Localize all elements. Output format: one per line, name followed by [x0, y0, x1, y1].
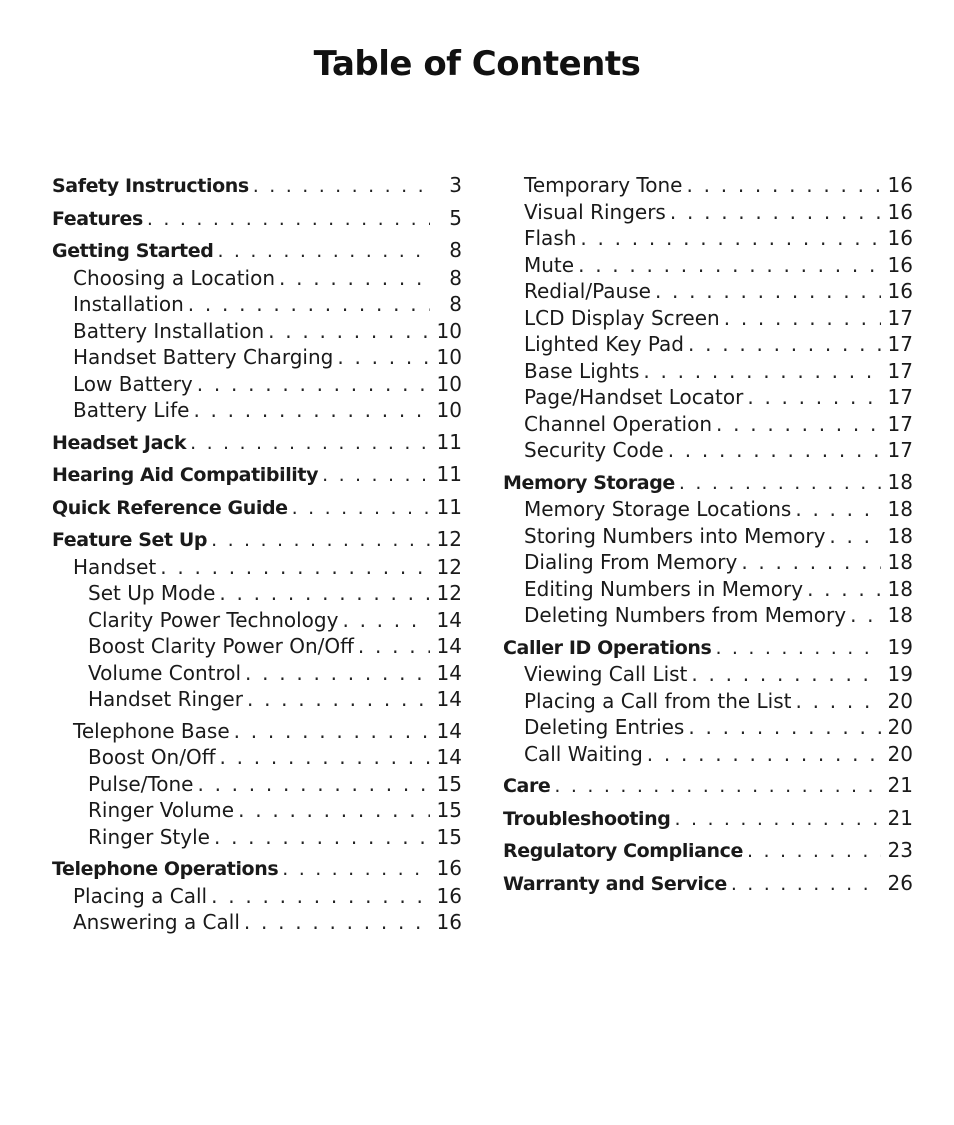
- toc-subsection-entry[interactable]: [52, 744, 462, 771]
- toc-leader-dots: [197, 371, 430, 398]
- toc-leader-dots: [829, 523, 881, 550]
- toc-leader-dots: [247, 686, 430, 713]
- toc-leader-dots: [211, 527, 430, 554]
- toc-leader-dots: [238, 797, 430, 824]
- toc-entry-title: Handset Ringer: [88, 687, 243, 711]
- toc-leader-dots: [554, 773, 881, 800]
- toc-entry-title: Pulse/Tone: [88, 771, 194, 796]
- toc-subsection-entry[interactable]: [503, 549, 913, 576]
- toc-leader-dots: [282, 856, 430, 883]
- toc-page-number: 5: [449, 205, 462, 230]
- toc-page-number: 18: [887, 497, 913, 521]
- toc-page-number: 14: [436, 607, 462, 632]
- toc-entry-title: Safety Instructions: [52, 175, 249, 197]
- toc-page-number: 19: [887, 634, 913, 659]
- toc-entry-title: Hearing Aid Compatibility: [52, 464, 319, 486]
- toc-leader-dots: [253, 173, 430, 200]
- toc-page-number: 18: [887, 469, 913, 494]
- toc-subsection-entry[interactable]: [52, 883, 462, 910]
- toc-subsection-entry[interactable]: [503, 252, 913, 279]
- toc-entry-title: Getting Started: [52, 240, 214, 262]
- toc-leader-dots: [197, 771, 430, 798]
- toc-subsection-entry[interactable]: [52, 371, 462, 398]
- toc-page-number: 11: [436, 494, 462, 519]
- toc-entry-title: Flash: [524, 226, 577, 250]
- toc-section-entry[interactable]: [52, 494, 462, 522]
- toc-entry-title: Troubleshooting: [503, 807, 671, 830]
- toc-subsection-entry[interactable]: [503, 384, 913, 411]
- toc-page-number: 16: [436, 910, 462, 934]
- toc-leader-dots: [675, 806, 882, 833]
- toc-entry-title: Clarity Power Technology: [88, 607, 339, 632]
- toc-subsection-entry[interactable]: [52, 265, 462, 292]
- toc-page-number: 8: [449, 292, 462, 316]
- toc-page-number: 20: [887, 741, 913, 766]
- toc-leader-dots: [578, 252, 881, 279]
- toc-entry-title: Features: [52, 207, 143, 230]
- toc-entry-title: Placing a Call from the List: [524, 688, 792, 713]
- toc-section-entry[interactable]: [503, 805, 913, 833]
- toc-page-number: 14: [436, 660, 462, 685]
- toc-section-entry[interactable]: [503, 870, 913, 898]
- toc-entry-title: Boost Clarity Power On/Off: [88, 634, 354, 658]
- toc-page-number: 16: [887, 279, 913, 303]
- toc-page-number: 23: [887, 838, 913, 862]
- toc-entry-title: Base Lights: [524, 358, 640, 383]
- toc-leader-dots: [279, 265, 430, 292]
- toc-leader-dots: [358, 633, 430, 660]
- toc-page-number: 19: [887, 662, 913, 686]
- toc-entry-title: Dialing From Memory: [524, 550, 738, 574]
- toc-leader-dots: [214, 824, 430, 851]
- toc-entry-title: Telephone Operations: [52, 858, 279, 880]
- toc-entry-title: Call Waiting: [524, 741, 643, 766]
- toc-page-number: 21: [887, 773, 913, 797]
- toc-entry-title: Warranty and Service: [503, 872, 727, 895]
- toc-entry-title: Handset Battery Charging: [73, 345, 334, 369]
- toc-subsection-entry[interactable]: [52, 580, 462, 607]
- toc-subsection-entry[interactable]: [52, 633, 462, 660]
- toc-leader-dots: [193, 397, 430, 424]
- toc-page-number: 11: [436, 429, 462, 454]
- toc-page-number: 18: [887, 603, 913, 627]
- toc-entry-title: Regulatory Compliance: [503, 840, 744, 862]
- toc-leader-dots: [580, 225, 881, 252]
- toc-subsection-entry[interactable]: [52, 397, 462, 424]
- toc-section-entry[interactable]: [52, 205, 462, 233]
- toc-subsection-entry[interactable]: [503, 278, 913, 305]
- toc-leader-dots: [655, 278, 881, 305]
- toc-leader-dots: [679, 470, 881, 497]
- toc-entry-title: Page/Handset Locator: [524, 385, 744, 409]
- toc-leader-dots: [188, 291, 430, 318]
- toc-page-number: 14: [436, 745, 462, 769]
- toc-page-number: 16: [436, 883, 462, 908]
- toc-entry-title: Boost On/Off: [88, 745, 216, 769]
- toc-page-number: 17: [887, 305, 913, 330]
- toc-leader-dots: [220, 744, 431, 771]
- toc-section-entry[interactable]: [52, 429, 462, 457]
- toc-section-entry[interactable]: [503, 469, 913, 497]
- toc-page-number: 17: [887, 332, 913, 356]
- toc-page-number: 26: [887, 870, 913, 895]
- toc-leader-dots: [716, 411, 881, 438]
- toc-page-number: 3: [449, 173, 462, 197]
- toc-leader-dots: [686, 172, 881, 199]
- toc-leader-dots: [715, 635, 881, 662]
- toc-leader-dots: [147, 206, 430, 233]
- toc-leader-dots: [211, 883, 430, 910]
- toc-subsection-entry[interactable]: [503, 199, 913, 226]
- toc-entry-title: Deleting Numbers from Memory: [524, 603, 847, 627]
- toc-entry-title: Answering a Call: [73, 910, 240, 934]
- toc-subsection-entry[interactable]: [52, 824, 462, 851]
- toc-page-number: 15: [436, 824, 462, 849]
- toc-subsection-entry[interactable]: [503, 411, 913, 438]
- toc-page-number: 14: [436, 687, 462, 711]
- toc-page-number: 15: [436, 798, 462, 822]
- toc-subsection-entry[interactable]: [52, 607, 462, 634]
- toc-entry-title: Memory Storage: [503, 471, 675, 494]
- toc-page-number: 20: [887, 688, 913, 713]
- toc-leader-dots: [796, 688, 882, 715]
- toc-entry-title: Low Battery: [73, 371, 193, 396]
- toc-leader-dots: [724, 305, 881, 332]
- toc-leader-dots: [268, 318, 430, 345]
- toc-leader-dots: [647, 741, 881, 768]
- toc-entry-title: Quick Reference Guide: [52, 496, 288, 519]
- toc-entry-title: Security Code: [524, 438, 664, 462]
- toc-leader-dots: [245, 660, 430, 687]
- toc-leader-dots: [670, 199, 881, 226]
- toc-entry-title: LCD Display Screen: [524, 305, 720, 330]
- toc-page-number: 21: [887, 805, 913, 830]
- toc-leader-dots: [643, 358, 881, 385]
- toc-section-entry[interactable]: [503, 634, 913, 662]
- toc-entry-title: Care: [503, 775, 551, 797]
- toc-subsection-entry[interactable]: [503, 305, 913, 332]
- toc-page-number: 15: [436, 771, 462, 796]
- toc-entry-title: Feature Set Up: [52, 529, 208, 551]
- toc-subsection-entry[interactable]: [52, 797, 462, 824]
- toc-page-number: 17: [887, 385, 913, 409]
- toc-entry-title: Battery Life: [73, 398, 190, 422]
- toc-leader-dots: [850, 602, 881, 629]
- toc-page-number: 16: [436, 856, 462, 880]
- toc-page-number: 10: [436, 318, 462, 343]
- toc-entry-title: Storing Numbers into Memory: [524, 523, 826, 548]
- toc-subsection-entry[interactable]: [503, 688, 913, 715]
- toc-leader-dots: [731, 871, 881, 898]
- toc-entry-title: Lighted Key Pad: [524, 332, 684, 356]
- toc-leader-dots: [691, 661, 881, 688]
- toc-leader-dots: [342, 607, 430, 634]
- toc-page-number: 14: [436, 718, 462, 743]
- toc-entry-title: Redial/Pause: [524, 279, 651, 303]
- toc-entry-title: Temporary Tone: [524, 173, 683, 197]
- toc-section-entry[interactable]: [52, 855, 462, 883]
- toc-subsection-entry[interactable]: [52, 686, 462, 713]
- toc-subsection-entry[interactable]: [503, 358, 913, 385]
- toc-page-number: 16: [887, 226, 913, 250]
- toc-entry-title: Handset: [73, 554, 157, 579]
- toc-leader-dots: [217, 238, 430, 265]
- toc-page-number: 10: [436, 345, 462, 369]
- toc-entry-title: Set Up Mode: [88, 581, 216, 605]
- toc-entry-title: Visual Ringers: [524, 199, 666, 224]
- toc-leader-dots: [160, 554, 430, 581]
- toc-leader-dots: [688, 331, 881, 358]
- toc-page-number: 17: [887, 438, 913, 462]
- toc-subsection-entry[interactable]: [503, 331, 913, 358]
- toc-column-right: [503, 172, 913, 897]
- toc-page-number: 12: [436, 554, 462, 579]
- toc-subsection-entry[interactable]: [503, 602, 913, 629]
- toc-page-number: 12: [436, 527, 462, 551]
- toc-subsection-entry[interactable]: [52, 291, 462, 318]
- toc-page-number: 17: [887, 411, 913, 436]
- toc-page-number: 12: [436, 581, 462, 605]
- toc-page-number: 16: [887, 199, 913, 224]
- toc-leader-dots: [322, 462, 430, 489]
- toc-leader-dots: [688, 714, 881, 741]
- toc-entry-title: Battery Installation: [73, 318, 265, 343]
- toc-entry-title: Channel Operation: [524, 411, 712, 436]
- toc-entry-title: Caller ID Operations: [503, 636, 712, 659]
- toc-leader-dots: [807, 576, 881, 603]
- toc-column-left: [52, 172, 462, 936]
- toc-subsection-entry[interactable]: [52, 660, 462, 687]
- toc-page-number: 11: [436, 462, 462, 486]
- toc-leader-dots: [219, 580, 430, 607]
- toc-entry-title: Memory Storage Locations: [524, 497, 792, 521]
- toc-subsection-entry[interactable]: [52, 771, 462, 798]
- toc-entry-title: Headset Jack: [52, 431, 187, 454]
- toc-subsection-entry[interactable]: [52, 718, 462, 745]
- toc-leader-dots: [747, 384, 881, 411]
- toc-page-number: 20: [887, 715, 913, 739]
- toc-subsection-entry[interactable]: [503, 741, 913, 768]
- toc-entry-title: Installation: [73, 292, 184, 316]
- toc-subsection-entry[interactable]: [503, 523, 913, 550]
- toc-leader-dots: [337, 344, 430, 371]
- toc-entry-title: Placing a Call: [73, 883, 208, 908]
- page-title: Table of Contents: [313, 44, 641, 84]
- toc-page-number: 18: [887, 550, 913, 574]
- toc-leader-dots: [234, 718, 430, 745]
- toc-subsection-entry[interactable]: [503, 576, 913, 603]
- toc-page-number: 10: [436, 398, 462, 422]
- toc-leader-dots: [292, 495, 430, 522]
- toc-page-number: 8: [449, 265, 462, 290]
- toc-subsection-entry[interactable]: [52, 909, 462, 936]
- toc-leader-dots: [244, 909, 430, 936]
- toc-subsection-entry[interactable]: [503, 225, 913, 252]
- toc-leader-dots: [668, 437, 881, 464]
- toc-page-number: 10: [436, 371, 462, 396]
- toc-entry-title: Ringer Volume: [88, 798, 235, 822]
- toc-section-entry[interactable]: [52, 526, 462, 554]
- toc-entry-title: Telephone Base: [73, 718, 230, 743]
- toc-entry-title: Editing Numbers in Memory: [524, 576, 804, 601]
- toc-entry-title: Volume Control: [88, 660, 242, 685]
- toc-subsection-entry[interactable]: [503, 437, 913, 464]
- toc-page-number: 8: [449, 238, 462, 262]
- toc-entry-title: Ringer Style: [88, 824, 210, 849]
- toc-page-number: 18: [887, 576, 913, 601]
- toc-entry-title: Choosing a Location: [73, 265, 276, 290]
- toc-leader-dots: [795, 496, 881, 523]
- toc-leader-dots: [741, 549, 881, 576]
- toc-subsection-entry[interactable]: [503, 661, 913, 688]
- toc-subsection-entry[interactable]: [52, 318, 462, 345]
- toc-leader-dots: [190, 430, 430, 457]
- toc-page-number: 18: [887, 523, 913, 548]
- toc-entry-title: Viewing Call List: [524, 662, 688, 686]
- toc-section-entry[interactable]: [503, 837, 913, 865]
- toc-section-entry[interactable]: [52, 172, 462, 200]
- toc-subsection-entry[interactable]: [503, 714, 913, 741]
- toc-section-entry[interactable]: [52, 237, 462, 265]
- toc-subsection-entry[interactable]: [52, 344, 462, 371]
- toc-subsection-entry[interactable]: [503, 172, 913, 199]
- toc-entry-title: Deleting Entries: [524, 715, 685, 739]
- toc-page-number: 16: [887, 252, 913, 277]
- toc-subsection-entry[interactable]: [52, 554, 462, 581]
- toc-page-number: 16: [887, 173, 913, 197]
- toc-page-number: 17: [887, 358, 913, 383]
- toc-page-number: 14: [436, 634, 462, 658]
- toc-entry-title: Mute: [524, 252, 575, 277]
- toc-section-entry[interactable]: [52, 461, 462, 489]
- toc-section-entry[interactable]: [503, 772, 913, 800]
- toc-subsection-entry[interactable]: [503, 496, 913, 523]
- toc-leader-dots: [747, 838, 881, 865]
